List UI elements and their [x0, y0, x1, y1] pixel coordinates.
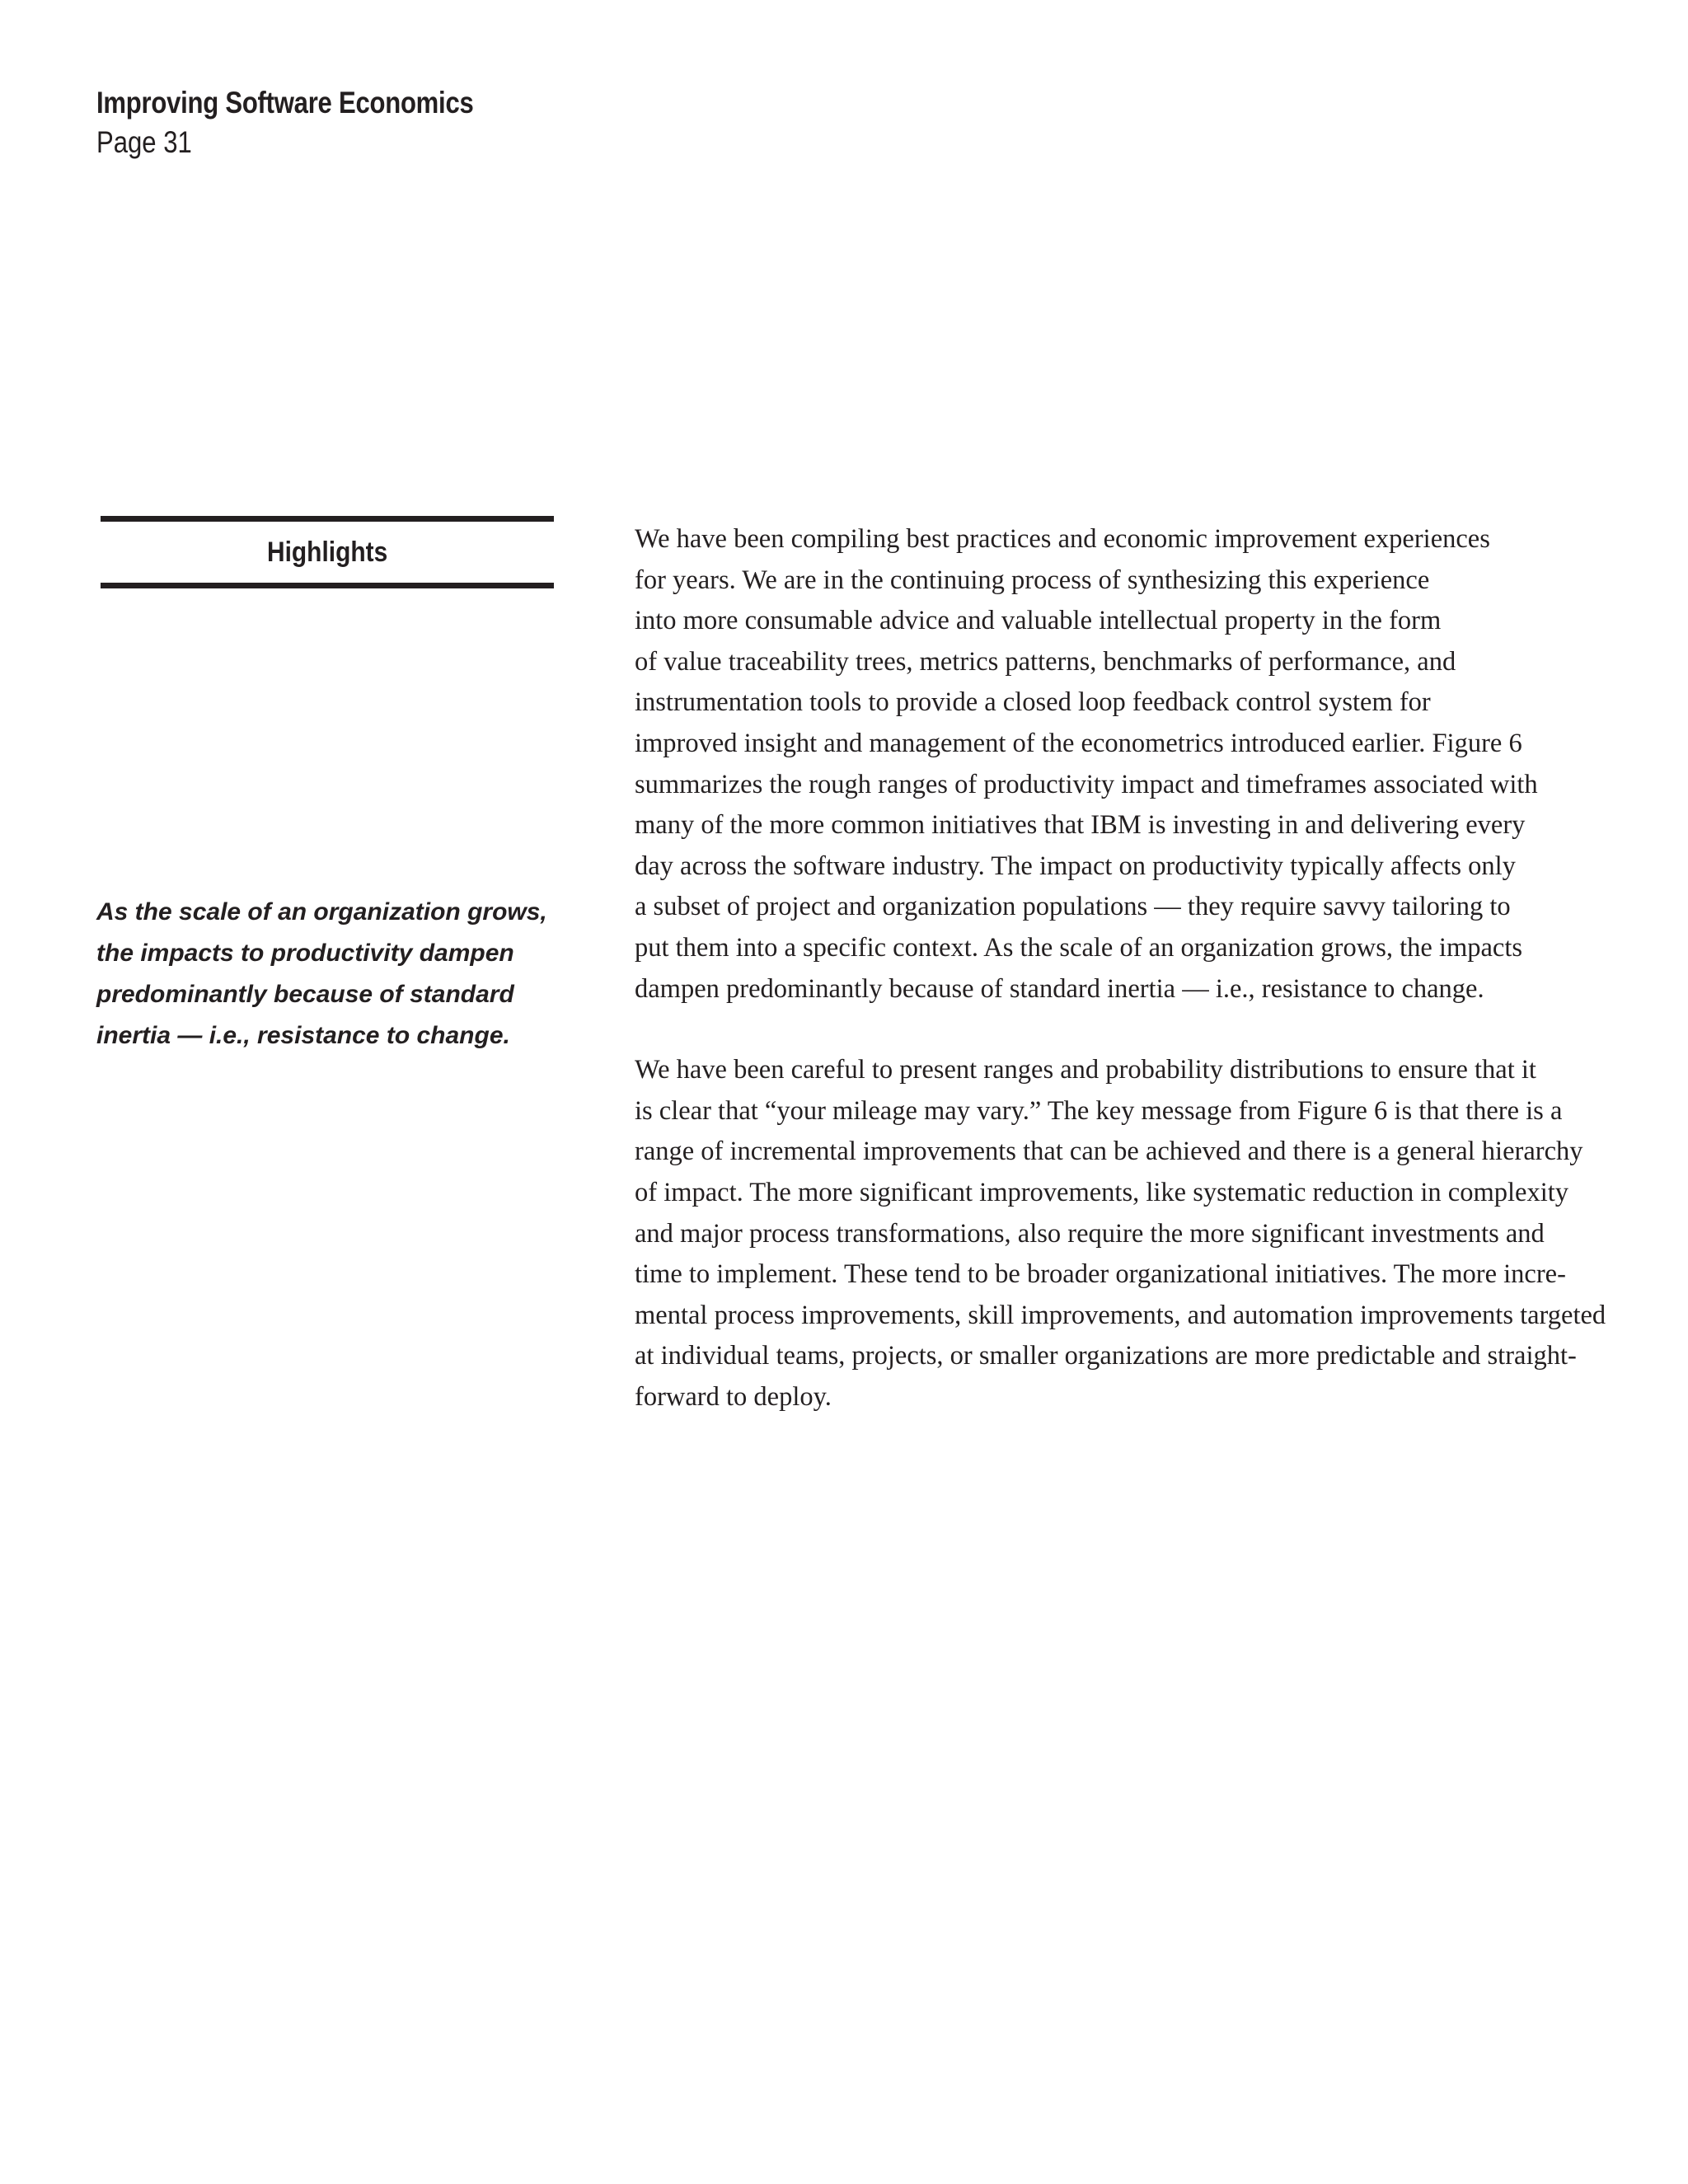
text-line: dampen predominantly because of standard inertia — i.e., resistance to change.: [635, 973, 1484, 1004]
body-paragraph-1: [635, 519, 1624, 1010]
text-line: day across the software industry. The impact on productivity typically affects only: [635, 851, 1516, 881]
highlight-note-line: the impacts to productivity dampen: [96, 940, 514, 967]
document-title: Improving Software Economics: [96, 86, 474, 120]
highlight-note-line: As the scale of an organization grows,: [96, 898, 547, 926]
text-line: instrumentation tools to provide a closed loop feedback control system for: [635, 687, 1431, 718]
page-header: [96, 82, 546, 162]
text-line: summarizes the rough ranges of productivity impact and timeframes associated with: [635, 769, 1538, 799]
text-line: at individual teams, projects, or smaller organizations are more predictable and straight-: [635, 1341, 1577, 1371]
text-line: improved insight and management of the econometrics introduced earlier. Figure 6: [635, 728, 1522, 758]
text-line: mental process improvements, skill improvements, and automation improvements targeted: [635, 1300, 1606, 1330]
text-line: many of the more common initiatives that IBM is investing in and delivering every: [635, 810, 1526, 841]
highlight-note-line: inertia — i.e., resistance to change.: [96, 1022, 510, 1049]
sidebar-highlight-note: [96, 892, 566, 1057]
text-line: of value traceability trees, metrics patterns, benchmarks of performance, and: [635, 646, 1456, 677]
page-number: Page 31: [96, 125, 192, 159]
text-line: a subset of project and organization populations — they require savvy tailoring to: [635, 892, 1511, 922]
text-line: forward to deploy.: [635, 1381, 832, 1412]
highlight-note-line: predominantly because of standard: [96, 981, 514, 1008]
text-line: and major process transformations, also require the more significant investments and: [635, 1218, 1545, 1249]
text-line: We have been compiling best practices and economic improvement experiences: [635, 524, 1490, 554]
text-line: is clear that “your mileage may vary.” The key message from Figure 6 is that there is a: [635, 1095, 1563, 1126]
highlights-label: Highlights: [266, 536, 388, 568]
text-line: for years. We are in the continuing process of synthesizing this experience: [635, 565, 1430, 595]
body-text: [635, 519, 1624, 1458]
text-line: We have been careful to present ranges and probability distributions to ensure that it: [635, 1055, 1536, 1085]
body-paragraph-2: [635, 1050, 1624, 1418]
text-line: into more consumable advice and valuable intellectual property in the form: [635, 606, 1442, 636]
text-line: of impact. The more significant improvements, like systematic reduction in complexity: [635, 1177, 1569, 1207]
text-line: put them into a specific context. As the scale of an organization grows, the impacts: [635, 932, 1523, 963]
text-line: time to implement. These tend to be broader organizational initiatives. The more incre-: [635, 1259, 1566, 1290]
highlights-heading-box: [101, 516, 554, 588]
text-line: range of incremental improvements that can be achieved and there is a general hierarchy: [635, 1137, 1583, 1167]
